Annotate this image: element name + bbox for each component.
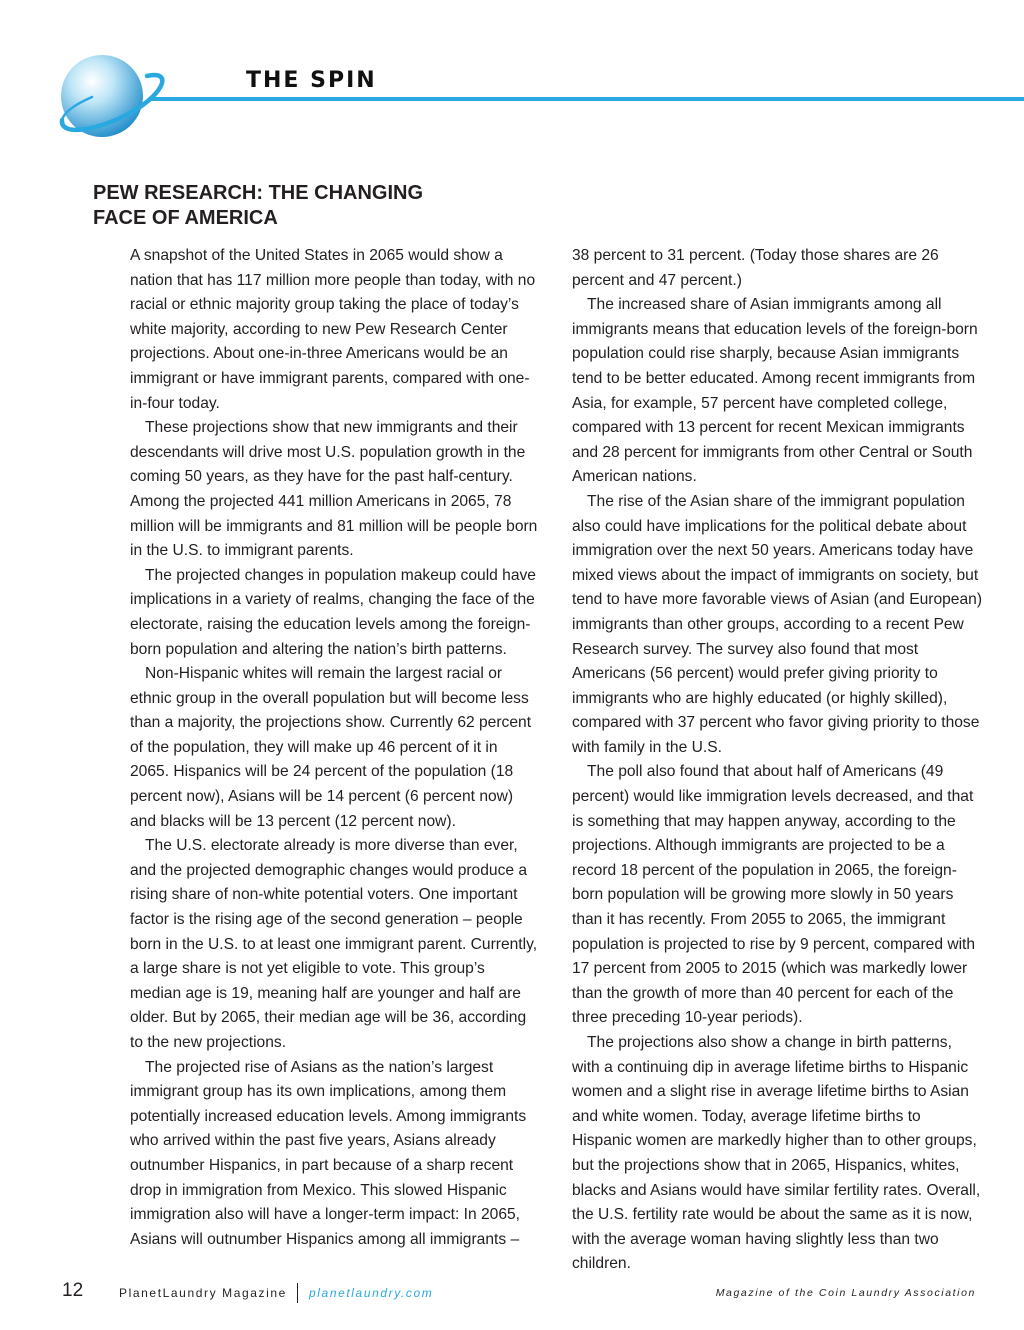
paragraph: Non-Hispanic whites will remain the largest racial or ethnic group in the overall population but will become less than a majority, the projections show. Currently 62 percent of the population, they will make up 46 percent of it in 2065. Hispanics will be 24 percent of the population (18 percent now), Asians will be 14 percent (6 percent now) and blacks will be 13 percent (12 percent now). bbox=[130, 665, 532, 830]
page-header bbox=[0, 0, 1024, 150]
paragraph: The poll also found that about half of Americans (49 percent) would like immigration levels decreased, and that is something that may happen anyway, according to the projections. Although immigrants are projected to be a record 18 percent of the population in 2065, the foreign-born population will be growing more slowly in 50 years than it has recently. From 2055 to 2065, the immigrant population is projected to rise by 9 percent, compared with 17 percent from 2005 to 2015 (which was markedly lower than the growth of more than 40 percent for each of the three preceding 10-year periods). bbox=[572, 763, 976, 1027]
magazine-name: PlanetLaundry Magazine bbox=[119, 1286, 287, 1300]
page-number: 12 bbox=[62, 1280, 84, 1301]
planet-ring-icon bbox=[52, 46, 172, 146]
paragraph: The projections also show a change in birth patterns, with a continuing dip in average lifetime births to Hispanic women and a slight rise in average lifetime births to Asian and white women. Today, average lifetime births to Hispanic women are markedly higher than to other groups, but the projections show that in 2065, Hispanics, whites, blacks and Asians would have similar fertility rates. Overall, the U.S. fertility rate would be about the same as it is now, with the average woman having slightly less than two children. bbox=[572, 1034, 981, 1273]
article-column-left bbox=[130, 244, 540, 1252]
paragraph: The projected changes in population makeup could have implications in a variety of realms, changing the face of the electorate, raising the education levels among the foreign-born population and altering the nation’s birth patterns. bbox=[130, 566, 536, 658]
website-link[interactable]: planetlaundry.com bbox=[309, 1286, 434, 1300]
paragraph: The increased share of Asian immigrants among all immigrants means that education levels of the foreign-born population could rise sharply, because Asian immigrants tend to be better educated. Among recent immigrants from Asia, for example, 57 percent have completed college, compared with 13 percent for recent Mexican immigrants and 28 percent for immigrants from other Central or South American nations. bbox=[572, 296, 978, 486]
headline-line-2: FACE OF AMERICA bbox=[93, 207, 278, 229]
paragraph: The projected rise of Asians as the nation’s largest immigrant group has its own implications, among them potentially increased education levels. Among immigrants who arrived within the past five years, Asians already outnumber Hispanics, in part because of a sharp recent drop in immigration from Mexico. This slowed Hispanic immigration also will have a longer-term impact: In 2065, Asians will outnumber Hispanics among all immigrants – bbox=[130, 1058, 527, 1248]
paragraph: These projections show that new immigrants and their descendants will drive most U.S. population growth in the coming 50 years, as they have for the past half-century. Among the projected 441 million Americans in 2065, 78 million will be immigrants and 81 million will be people born in the U.S. to immigrant parents. bbox=[130, 419, 538, 560]
section-label: THE SPIN bbox=[246, 68, 377, 93]
footer-divider bbox=[297, 1283, 298, 1303]
association-tagline: Magazine of the Coin Laundry Association bbox=[715, 1287, 976, 1299]
paragraph: A snapshot of the United States in 2065 would show a nation that has 117 million more people than today, with no racial or ethnic majority group taking the place of today’s white majority, according to new Pew Research Center projections. About one-in-three Americans would be an immigrant or have immigrant parents, compared with one-in-four today. bbox=[130, 247, 536, 412]
header-rule bbox=[150, 97, 1024, 101]
paragraph: 38 percent to 31 percent. (Today those shares are 26 percent and 47 percent.) bbox=[572, 247, 939, 289]
paragraph: The rise of the Asian share of the immigrant population also could have implications for the political debate about immigration over the next 50 years. Americans today have mixed views about the impact of immigrants on society, but tend to have more favorable views of Asian (and European) immigrants than other groups, according to a recent Pew Research survey. The survey also found that most Americans (56 percent) would prefer giving priority to immigrants who are highly educated (or highly skilled), compared with 37 percent who favor giving priority to those with family in the U.S. bbox=[572, 492, 983, 756]
article-column-right bbox=[572, 244, 982, 1277]
paragraph: The U.S. electorate already is more diverse than ever, and the projected demographic changes would produce a rising share of non-white potential voters. One important factor is the rising age of the second generation – people born in the U.S. to at least one immigrant parent. Currently, a large share is not yet eligible to vote. This group’s median age is 19, meaning half are younger and half are older. But by 2065, their median age will be 36, according to the new projections. bbox=[130, 837, 538, 1051]
headline-line-1: PEW RESEARCH: THE CHANGING bbox=[93, 182, 424, 204]
page-footer bbox=[0, 1280, 1024, 1310]
article-headline bbox=[93, 181, 513, 231]
